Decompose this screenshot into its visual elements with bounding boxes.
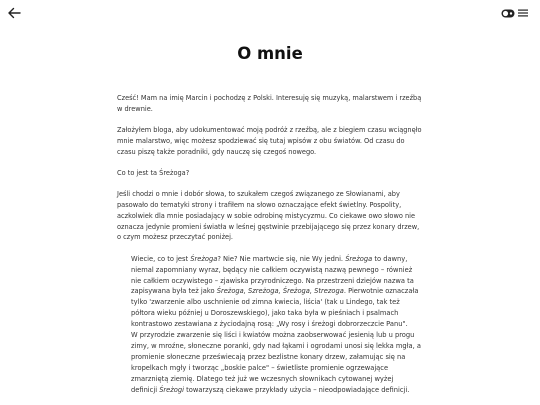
dark-mode-toggle-icon[interactable]	[501, 9, 515, 18]
paragraph-intro: Cześć! Mam na imię Marcin i pochodzę z Polski. Interesuję się muzyką, malarstwem i rzeźbą w drewnie.	[117, 94, 422, 113]
paragraph-question: Co to jest ta Śreżoga?	[117, 168, 190, 177]
quote-block	[131, 254, 424, 396]
quote-paragraph-3: definicji Śreżogi towarzyszą ciekawe przykłady użycia – nieodpowiadające definicji.	[131, 385, 410, 394]
paragraph-name-origin: Jeśli chodzi o mnie i dobór słowa, to szukałem czegoś związanego ze Słowianami, aby pasowało do tematyki strony i trafiłem na słowo oznaczające efekt świetlny. Pospolity, aczkolwiek dla mnie posiadający w sobie odrobinę mistycyzmu. Co ciekawe owo słowo nie oznacza jedynie promieni światła w leśnej gęstwinie przebijającego się przez konary drzew, o czym możesz przeczytać poniżej.	[117, 190, 420, 242]
header-actions	[501, 8, 528, 18]
arrow-left-icon[interactable]	[6, 5, 22, 21]
quote-paragraph-2: W przyrodzie zwarzenie się liści i kwiatów można zaobserwować jesienią lub u progu zimy, w mroźne, słoneczne poranki, gdy nad łąkami i ogrodami unosi się lekka mgła, a promienie słoneczne przeświecają przez bezlistne konary drzew, załamując się na kropelkach mgły i tworząc „boskie palce" – świetliste promienie ogrzewające zmarzniętą ziemię. Dlatego też już we wczesnych słownikach cytowanej wyżej	[131, 331, 421, 383]
article-content	[117, 93, 424, 396]
paragraph-blog: Założyłem bloga, aby udokumentować moją podróż z rzeźbą, ale z biegiem czasu wciągnęło mnie malarstwo, więc możesz spodziewać się tutaj wpisów z obu światów. Od czasu do czasu piszę także poradniki, gdy nauczę się czegoś nowego.	[117, 126, 422, 156]
hamburger-menu-icon[interactable]	[518, 8, 528, 18]
quote-paragraph-1: Wiecie, co to jest Śreżoga? Nie? Nie martwcie się, nie Wy jedni. Śreżoga to dawny, niemal zapomniany wyraz, będący nie całkiem oczywistą nazwą pewnego – również nie całkiem oczywistego – zjawiska przyrodniczego. Na przestrzeni dziejów nazwa ta zapisywana była też jako Śreżoga, Szreżoga, Śreżoga, Strezoga. Pierwotnie oznaczała tylko 'zwarzenie albo uschnienie od zimna kwiecia, liścia' (tak u Lindego, tak też półtora wieku później u Doroszewskiego), jako taka była w pieśniach i psalmach kontrastowo zestawiana z życiodajną rosą: „Wy rosy i śreżogi dobrorzeczcie Panu".	[131, 254, 419, 329]
top-bar	[0, 0, 540, 28]
page-title: O mnie	[237, 44, 303, 63]
